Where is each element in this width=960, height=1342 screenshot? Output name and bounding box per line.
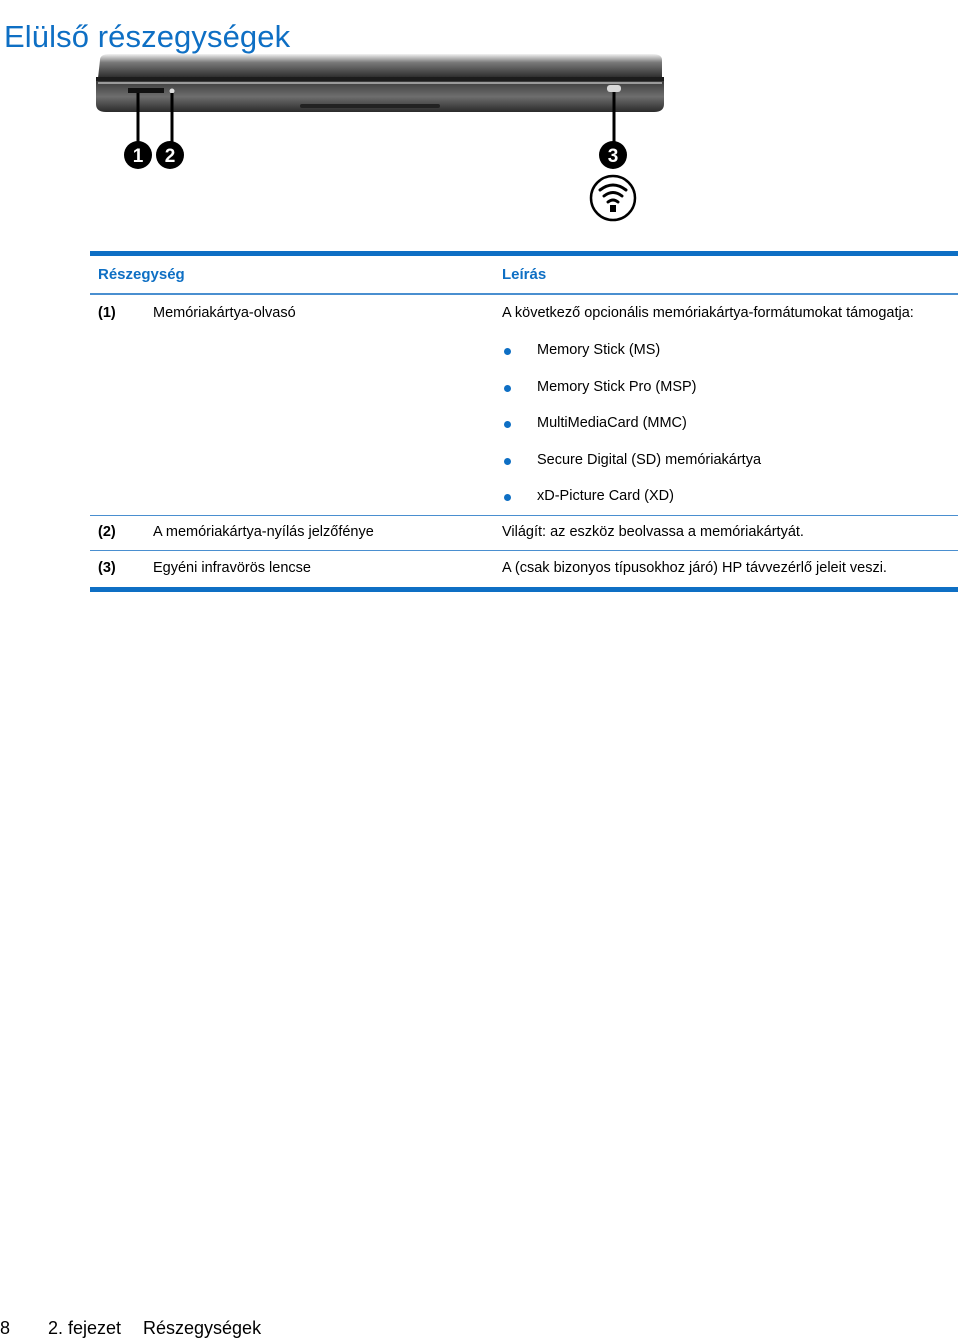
svg-text:1: 1 [132, 146, 144, 167]
page-number: 8 [0, 1318, 11, 1338]
bullet-icon [504, 385, 511, 392]
table-header-rule [90, 293, 958, 295]
row-description: A következő opcionális memóriakártya-formátumokat támogatja: [502, 305, 914, 321]
bullet-icon [504, 494, 511, 501]
callout-2 [156, 141, 184, 169]
laptop-front-view-figure [0, 0, 960, 240]
memory-card-slot [128, 88, 164, 93]
chapter-title: Részegységek [143, 1318, 262, 1338]
svg-text:3: 3 [607, 146, 619, 167]
chapter-label: 2. fejezet [48, 1318, 122, 1338]
row-number: (1) [98, 305, 116, 321]
bullet-icon [504, 348, 511, 355]
header-description: Leírás [502, 266, 547, 283]
row-component: Memóriakártya-olvasó [153, 305, 296, 321]
laptop-body [96, 54, 664, 112]
row-number: (2) [98, 524, 116, 540]
bullet-icon [504, 421, 511, 428]
callout-1 [124, 141, 152, 169]
memory-card-light [170, 89, 175, 94]
bullet-icon [504, 458, 511, 465]
table-bottom-rule [90, 587, 958, 592]
header-component: Részegység [98, 266, 185, 283]
infrared-icon [591, 176, 635, 220]
row-component: A memóriakártya-nyílás jelzőfénye [153, 524, 374, 540]
callout-3 [599, 141, 627, 169]
row-description: Világít: az eszköz beolvassa a memóriakártyát. [502, 524, 804, 540]
infrared-lens [607, 85, 621, 92]
row-divider [90, 550, 958, 551]
svg-text:2: 2 [164, 146, 176, 167]
table-top-rule [90, 251, 958, 256]
row-description: A (csak bizonyos típusokhoz járó) HP távvezérlő jeleit veszi. [502, 560, 887, 576]
page-title: Elülső részegységek [4, 18, 291, 54]
row-number: (3) [98, 560, 116, 576]
row-component: Egyéni infravörös lencse [153, 560, 311, 576]
row-divider [90, 515, 958, 516]
